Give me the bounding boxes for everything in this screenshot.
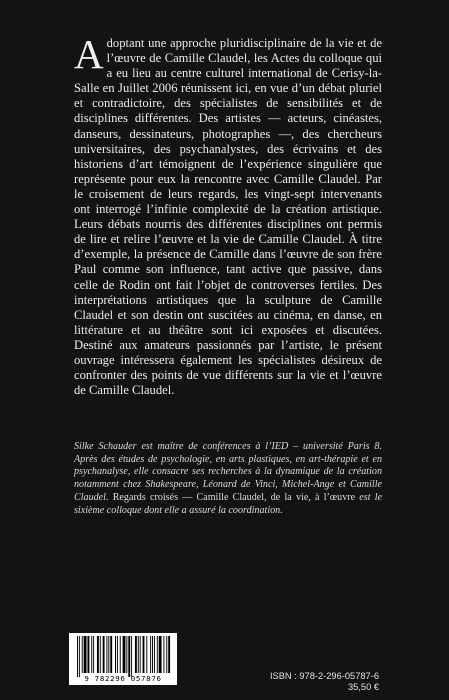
barcode-bar — [97, 636, 99, 673]
barcode-bar — [138, 636, 139, 673]
barcode-bar — [146, 636, 147, 673]
isbn-number: ISBN : 978-2-296-05787-6 — [269, 671, 379, 681]
barcode-digits: 9 782296 057876 — [84, 674, 162, 683]
isbn-block — [270, 671, 379, 693]
drop-cap: A — [74, 31, 104, 77]
barcode-bar — [106, 636, 107, 673]
price: 35,50 € — [347, 681, 379, 692]
bio-text: Silke Schauder est maître de conférences à l’IED – université Paris 8. Après des études de psychologie, en arts plastiques, en art-thérapie et en psychanalyse, elle consacre ses recherches à la dynamique de la création notamment chez Shakespeare, Léonard de Vinci, Michel-Ange et Camille Claudel. — [74, 441, 382, 503]
barcode-bar — [110, 636, 112, 673]
barcode-bars — [69, 633, 177, 677]
barcode-bar — [150, 636, 151, 673]
barcode — [69, 633, 177, 685]
barcode-bar — [152, 636, 153, 673]
bio-book-title: Regards croisés — Camille Claudel, de la vie, à l’œuvre — [112, 491, 356, 503]
barcode-bar — [117, 636, 118, 673]
barcode-bar — [100, 636, 101, 673]
barcode-bar — [159, 636, 162, 673]
barcode-bar — [140, 636, 141, 673]
barcode-bar — [163, 636, 164, 673]
barcode-bar — [115, 636, 116, 673]
barcode-bar — [135, 636, 137, 673]
blurb-text: doptant une approche pluridisciplinaire de la vie et de l’œuvre de Camille Claudel, les Actes du colloque qui a eu lieu au centre culturel international de Cerisy-la-Salle en Juillet 2006 réunissent ici, en vue d’un débat pluriel et contradictoire, des spécialistes de sensibilités et de disciplines différentes. Des artistes — acteurs, cinéastes, danseurs, dessinateurs, photographes —, des chercheurs universitaires, des psychanalystes, des écrivains et des historiens d’art témoignent de l’expérience singulière que représente pour eux la rencontre avec Camille Claudel. Par le croisement de leurs regards, les vingt-sept intervenants ont interrogé l’infinie complexité de la création artistique. Leurs débats nourris des différentes disciplines ont permis de lire et relire l’œuvre et la vie de Camille Claudel. À titre d’exemple, la présence de Camille dans l’œuvre de son frère Paul comme son influence, tant active que passive, dans celle de Rodin ont fait l’objet de controverses fertiles. Des interprétations artistiques que la sculpture de Camille Claudel et son destin ont suscitées au cinéma, en danse, en littérature et au théâtre sont ici exposées et discutées. Destiné aux amateurs passionnés par l’artiste, le présent ouvrage intéressera également les spécialistes désireux de confronter des points de vue différents sur la vie et l’œuvre de Camille Claudel. — [74, 36, 382, 398]
barcode-bar — [120, 636, 121, 673]
barcode-bar — [84, 636, 87, 673]
barcode-bar — [79, 636, 80, 677]
bio-text-end: est le sixième colloque dont elle a assuré la coordination. — [74, 491, 382, 516]
barcode-bar — [128, 636, 130, 677]
barcode-bar — [82, 636, 83, 673]
barcode-bar — [131, 636, 132, 677]
barcode-bar — [166, 636, 167, 673]
barcode-bar — [157, 636, 158, 673]
barcode-bar — [126, 636, 127, 673]
barcode-bar — [77, 636, 78, 677]
barcode-bar — [123, 636, 126, 673]
barcode-bar — [91, 636, 92, 673]
barcode-bar — [143, 636, 145, 673]
barcode-bar — [93, 636, 94, 673]
blurb-paragraph — [74, 31, 382, 398]
barcode-bar — [87, 636, 89, 673]
barcode-bar — [108, 636, 109, 673]
barcode-bar — [154, 636, 155, 673]
barcode-bar — [103, 636, 105, 673]
barcode-bar — [168, 636, 170, 673]
author-bio — [74, 441, 382, 517]
